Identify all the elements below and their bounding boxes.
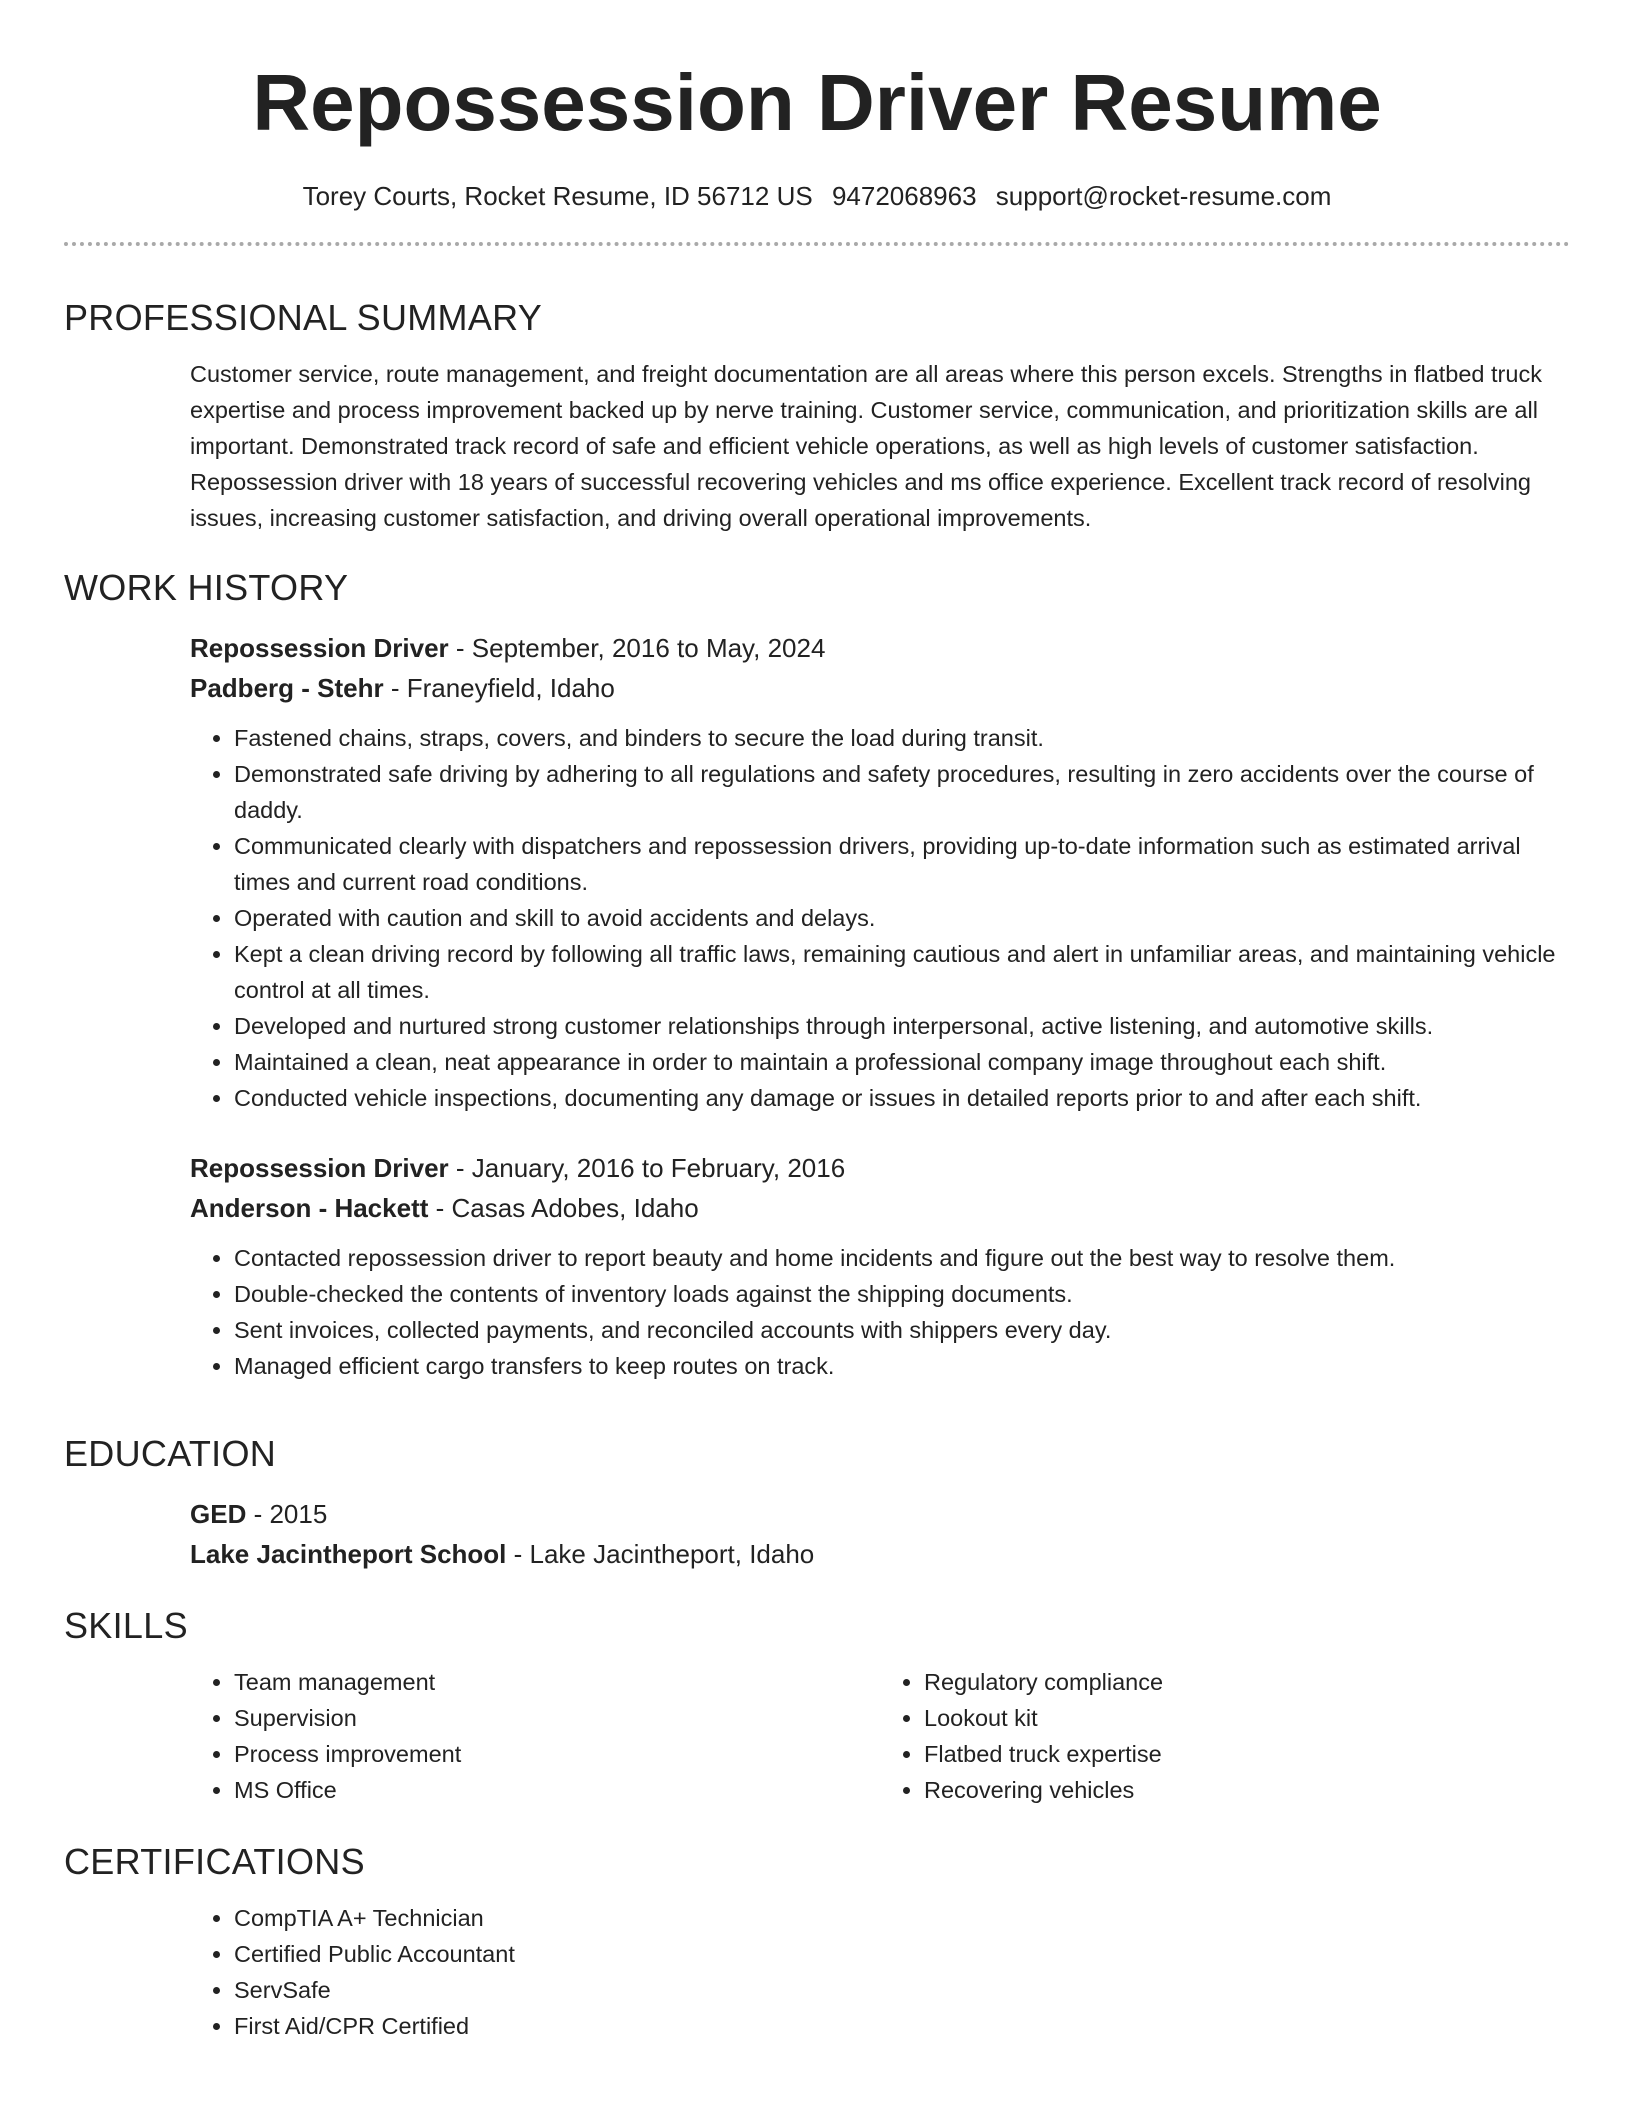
list-item: • Regulatory compliance <box>924 1664 1570 1700</box>
list-item: • Demonstrated safe driving by adhering to all regulations and safety procedures, resulting in zero accidents over the course of daddy. <box>234 756 1570 828</box>
work-history-section <box>64 566 1570 1384</box>
job-dates: - January, 2016 to February, 2016 <box>448 1153 846 1183</box>
list-item: • Lookout kit <box>924 1700 1570 1736</box>
skills-list-left <box>190 1664 880 1808</box>
job-title-line <box>190 628 1570 668</box>
education-entry <box>190 1494 1570 1574</box>
certifications-heading: CERTIFICATIONS <box>64 1841 365 1882</box>
list-item: • Contacted repossession driver to report beauty and home incidents and figure out the best way to resolve them. <box>234 1240 1570 1276</box>
job-title: Repossession Driver <box>190 633 449 663</box>
degree: GED <box>190 1499 247 1529</box>
contact-phone: 9472068963 <box>831 181 977 211</box>
job-bullets <box>190 720 1570 1116</box>
list-item: • ServSafe <box>234 1972 1570 2008</box>
list-item: • Communicated clearly with dispatchers and repossession drivers, providing up-to-date information such as estimated arrival times and current road conditions. <box>234 828 1570 900</box>
skills-heading: SKILLS <box>64 1605 188 1646</box>
job-dates: - September, 2016 to May, 2024 <box>448 633 826 663</box>
school-name: Lake Jacintheport School <box>190 1539 507 1569</box>
certifications-block <box>190 1900 1570 2044</box>
job-company-line <box>190 668 1570 708</box>
job-title: Repossession Driver <box>190 1153 449 1183</box>
summary-heading: PROFESSIONAL SUMMARY <box>64 297 543 338</box>
list-item: • Certified Public Accountant <box>234 1936 1570 1972</box>
list-item: • Flatbed truck expertise <box>924 1736 1570 1772</box>
list-item: • Team management <box>234 1664 880 1700</box>
degree-year: - 2015 <box>246 1499 328 1529</box>
list-item: • Conducted vehicle inspections, documenting any damage or issues in detailed reports prior to and after each shift. <box>234 1080 1570 1116</box>
job-entry <box>190 1148 1570 1384</box>
certifications-section <box>64 1840 1570 2044</box>
resume-page <box>64 0 1570 2039</box>
education-heading: EDUCATION <box>64 1433 277 1474</box>
education-section <box>64 1432 1570 1574</box>
job-company-line <box>190 1188 1570 1228</box>
summary-text: Customer service, route management, and freight documentation are all areas where this person excels. Strengths in flatbed truck expertise and process improvement backed up by nerve training. Customer service, communication, and prioritization skills are all important. Demonstrated track record of safe and efficient vehicle operations, as well as high levels of customer satisfaction. Repossession driver with 18 years of successful recovering vehicles and ms office experience. Excellent track record of resolving issues, increasing customer satisfaction, and driving overall operational improvements. <box>190 361 1542 531</box>
resume-title: Repossession Driver Resume <box>252 58 1382 147</box>
list-item: • Supervision <box>234 1700 880 1736</box>
job-entry <box>190 628 1570 1116</box>
degree-line <box>190 1494 1570 1534</box>
contact-info <box>64 178 1570 214</box>
list-item: • Sent invoices, collected payments, and reconciled accounts with shippers every day. <box>234 1312 1570 1348</box>
list-item: • CompTIA A+ Technician <box>234 1900 1570 1936</box>
work-history-heading: WORK HISTORY <box>64 567 349 608</box>
skills-section <box>64 1604 1570 1808</box>
list-item: • Developed and nurtured strong customer relationships through interpersonal, active listening, and automotive skills. <box>234 1008 1570 1044</box>
school-location: - Lake Jacintheport, Idaho <box>506 1539 815 1569</box>
list-item: • Maintained a clean, neat appearance in order to maintain a professional company image throughout each shift. <box>234 1044 1570 1080</box>
certifications-list <box>190 1900 1570 2044</box>
list-item: • Kept a clean driving record by following all traffic laws, remaining cautious and alert in unfamiliar areas, and maintaining vehicle control at all times. <box>234 936 1570 1008</box>
header-divider <box>64 242 1570 246</box>
contact-address: Torey Courts, Rocket Resume, ID 56712 US <box>302 181 813 211</box>
list-item: • Double-checked the contents of inventory loads against the shipping documents. <box>234 1276 1570 1312</box>
contact-email: support@rocket-resume.com <box>995 181 1332 211</box>
list-item: • First Aid/CPR Certified <box>234 2008 1570 2044</box>
list-item: • Managed efficient cargo transfers to keep routes on track. <box>234 1348 1570 1384</box>
job-bullets <box>190 1240 1570 1384</box>
school-line <box>190 1534 1570 1574</box>
list-item: • Recovering vehicles <box>924 1772 1570 1808</box>
summary-section <box>64 296 1570 536</box>
list-item: • Fastened chains, straps, covers, and binders to secure the load during transit. <box>234 720 1570 756</box>
list-item: • Operated with caution and skill to avoid accidents and delays. <box>234 900 1570 936</box>
job-title-line <box>190 1148 1570 1188</box>
job-company: Padberg - Stehr <box>190 673 384 703</box>
job-location: - Franeyfield, Idaho <box>383 673 615 703</box>
skills-columns <box>190 1664 1570 1808</box>
skills-list-right <box>880 1664 1570 1808</box>
job-location: - Casas Adobes, Idaho <box>428 1193 699 1223</box>
list-item: • MS Office <box>234 1772 880 1808</box>
list-item: • Process improvement <box>234 1736 880 1772</box>
job-company: Anderson - Hackett <box>190 1193 429 1223</box>
